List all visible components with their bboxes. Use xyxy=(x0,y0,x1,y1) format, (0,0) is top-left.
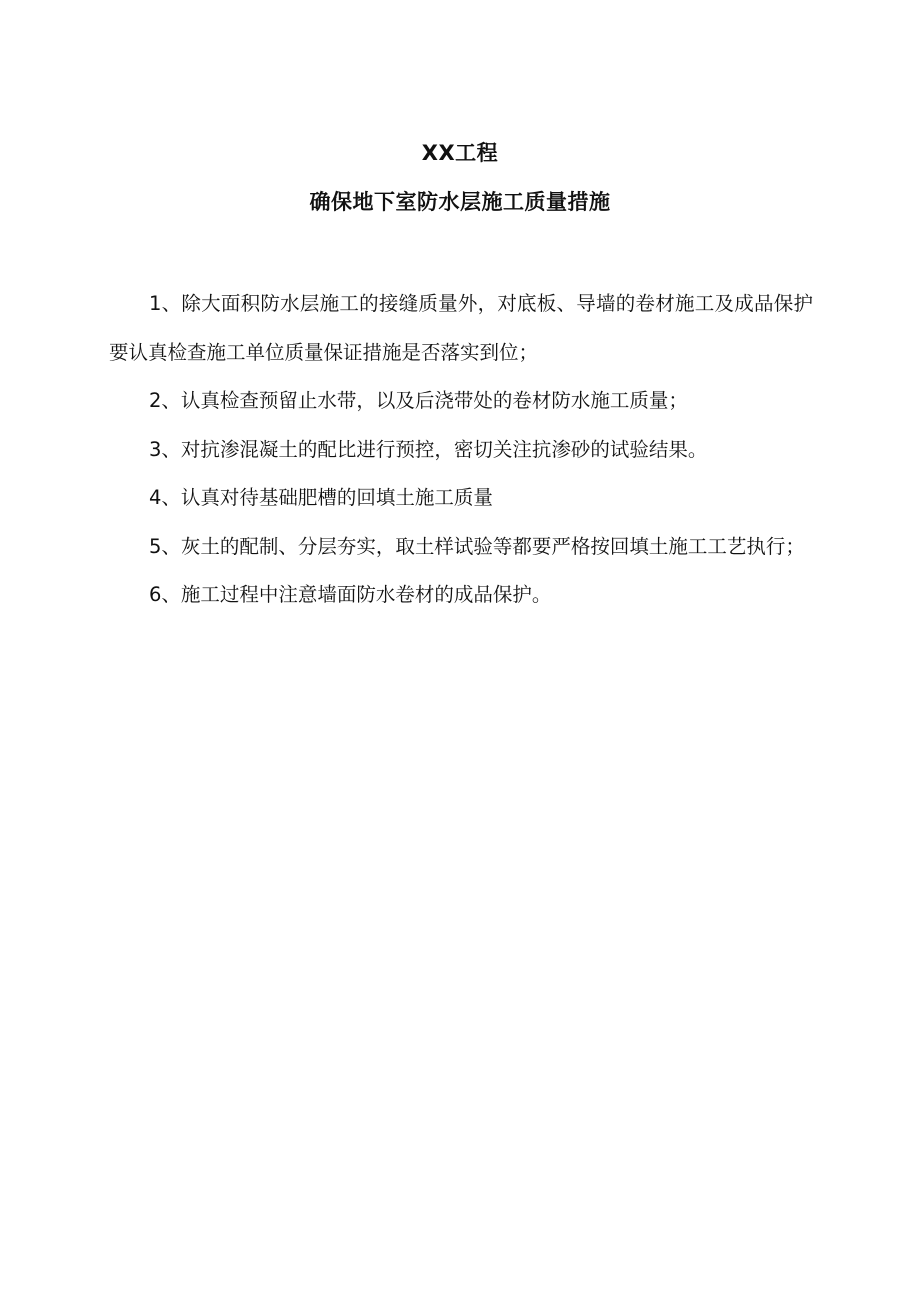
measure-item-6: 6、施工过程中注意墙面防水卷材的成品保护。 xyxy=(149,583,552,606)
measure-item-1: 1、除大面积防水层施工的接缝质量外，对底板、导墙的卷材施工及成品保护要认真检查施工单位质量保证措施是否落实到位； xyxy=(109,292,813,364)
measure-item-5: 5、灰土的配制、分层夯实，取土样试验等都要严格按回填土施工工艺执行； xyxy=(149,534,805,558)
measure-item-4: 4、认真对待基础肥槽的回填土施工质量 xyxy=(149,486,493,509)
document-title: 确保地下室防水层施工质量措施 xyxy=(309,190,611,214)
project-title: XX工程 xyxy=(421,141,499,165)
measure-item-3: 3、对抗渗混凝土的配比进行预控，密切关注抗渗砂的试验结果。 xyxy=(149,437,708,461)
measure-item-2: 2、认真检查预留止水带，以及后浇带处的卷材防水施工质量； xyxy=(149,389,688,412)
document-body xyxy=(109,280,813,620)
